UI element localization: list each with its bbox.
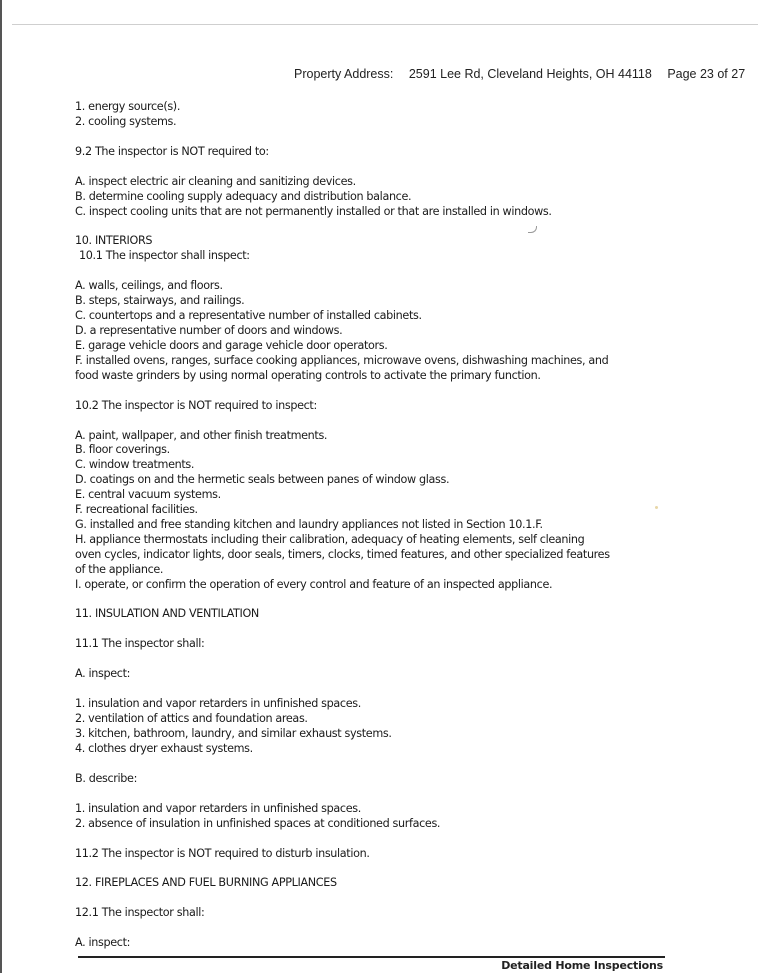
list-item: G. installed and free standing kitchen and laundry appliances not listed in Section 10.1.F. [75, 517, 543, 531]
list-item: C. window treatments. [75, 458, 195, 472]
property-address: 2591 Lee Rd, Cleveland Heights, OH 44118 [408, 67, 652, 81]
list-item: H. appliance thermostats including their calibration, adequacy of heating elements, self cleaning [75, 532, 585, 546]
list-item: 3. kitchen, bathroom, laundry, and similar exhaust systems. [75, 727, 392, 740]
footer-company: Detailed Home Inspections [501, 959, 663, 972]
list-item: C. inspect cooling units that are not permanently installed or that are installed in windows. [75, 204, 552, 218]
list-item: A. inspect electric air cleaning and sanitizing devices. [75, 174, 356, 188]
document-body [75, 100, 675, 951]
scan-left-edge [0, 0, 2, 973]
footer-rule [78, 956, 665, 958]
list-item: E. central vacuum systems. [75, 488, 221, 502]
list-item: 2. absence of insulation in unfinished spaces at conditioned surfaces. [75, 816, 441, 830]
section-title: 12. FIREPLACES AND FUEL BURNING APPLIANCES [75, 876, 337, 890]
address-label: Property Address: [294, 67, 394, 81]
subsection-heading: B. describe: [75, 771, 138, 785]
list-item: D. coatings on and the hermetic seals between panes of window glass. [75, 473, 450, 487]
list-item: 1. insulation and vapor retarders in unfinished spaces. [75, 697, 361, 711]
list-item: of the appliance. [75, 562, 164, 576]
list-item: F. recreational facilities. [75, 503, 198, 517]
section-heading: 10.2 The inspector is NOT required to inspect: [75, 398, 317, 412]
list-item: 2. cooling systems. [75, 114, 177, 128]
list-item: I. operate, or confirm the operation of every control and feature of an inspected appliance. [75, 577, 553, 591]
list-item: B. determine cooling supply adequacy and distribution balance. [75, 189, 412, 203]
list-item: 1. insulation and vapor retarders in unfinished spaces. [75, 801, 361, 815]
list-item: 4. clothes dryer exhaust systems. [75, 741, 253, 755]
subsection-heading: A. inspect: [75, 667, 131, 681]
section-heading: 11.2 The inspector is NOT required to disturb insulation. [75, 846, 370, 860]
page-number: Page 23 of 27 [667, 67, 746, 81]
subsection-heading: A. inspect: [75, 936, 131, 950]
list-item: B. floor coverings. [75, 443, 170, 457]
list-item: C. countertops and a representative number of installed cabinets. [75, 309, 422, 323]
section-heading: 12.1 The inspector shall: [75, 906, 205, 920]
list-item: B. steps, stairways, and railings. [75, 294, 245, 308]
section-heading: 11.1 The inspector shall: [75, 637, 205, 651]
list-item: D. a representative number of doors and windows. [75, 323, 343, 337]
list-item: E. garage vehicle doors and garage vehicle door operators. [75, 338, 388, 352]
list-item: A. paint, wallpaper, and other finish treatments. [75, 428, 328, 442]
section-title: 10. INTERIORS [75, 234, 153, 248]
list-item: oven cycles, indicator lights, door seals, timers, clocks, timed features, and other specialized features [75, 547, 610, 561]
top-rule [12, 24, 758, 25]
section-title: 11. INSULATION AND VENTILATION [75, 607, 259, 621]
list-item: 1. energy source(s). [75, 100, 181, 113]
list-item: F. installed ovens, ranges, surface cooking appliances, microwave ovens, dishwashing machines, and [75, 353, 609, 367]
list-item: 2. ventilation of attics and foundation areas. [75, 712, 308, 726]
page-header [294, 67, 745, 81]
list-item: A. walls, ceilings, and floors. [75, 279, 223, 293]
section-heading: 10.1 The inspector shall inspect: [79, 249, 250, 263]
section-heading: 9.2 The inspector is NOT required to: [75, 144, 269, 158]
list-item: food waste grinders by using normal operating controls to activate the primary function. [75, 368, 541, 382]
